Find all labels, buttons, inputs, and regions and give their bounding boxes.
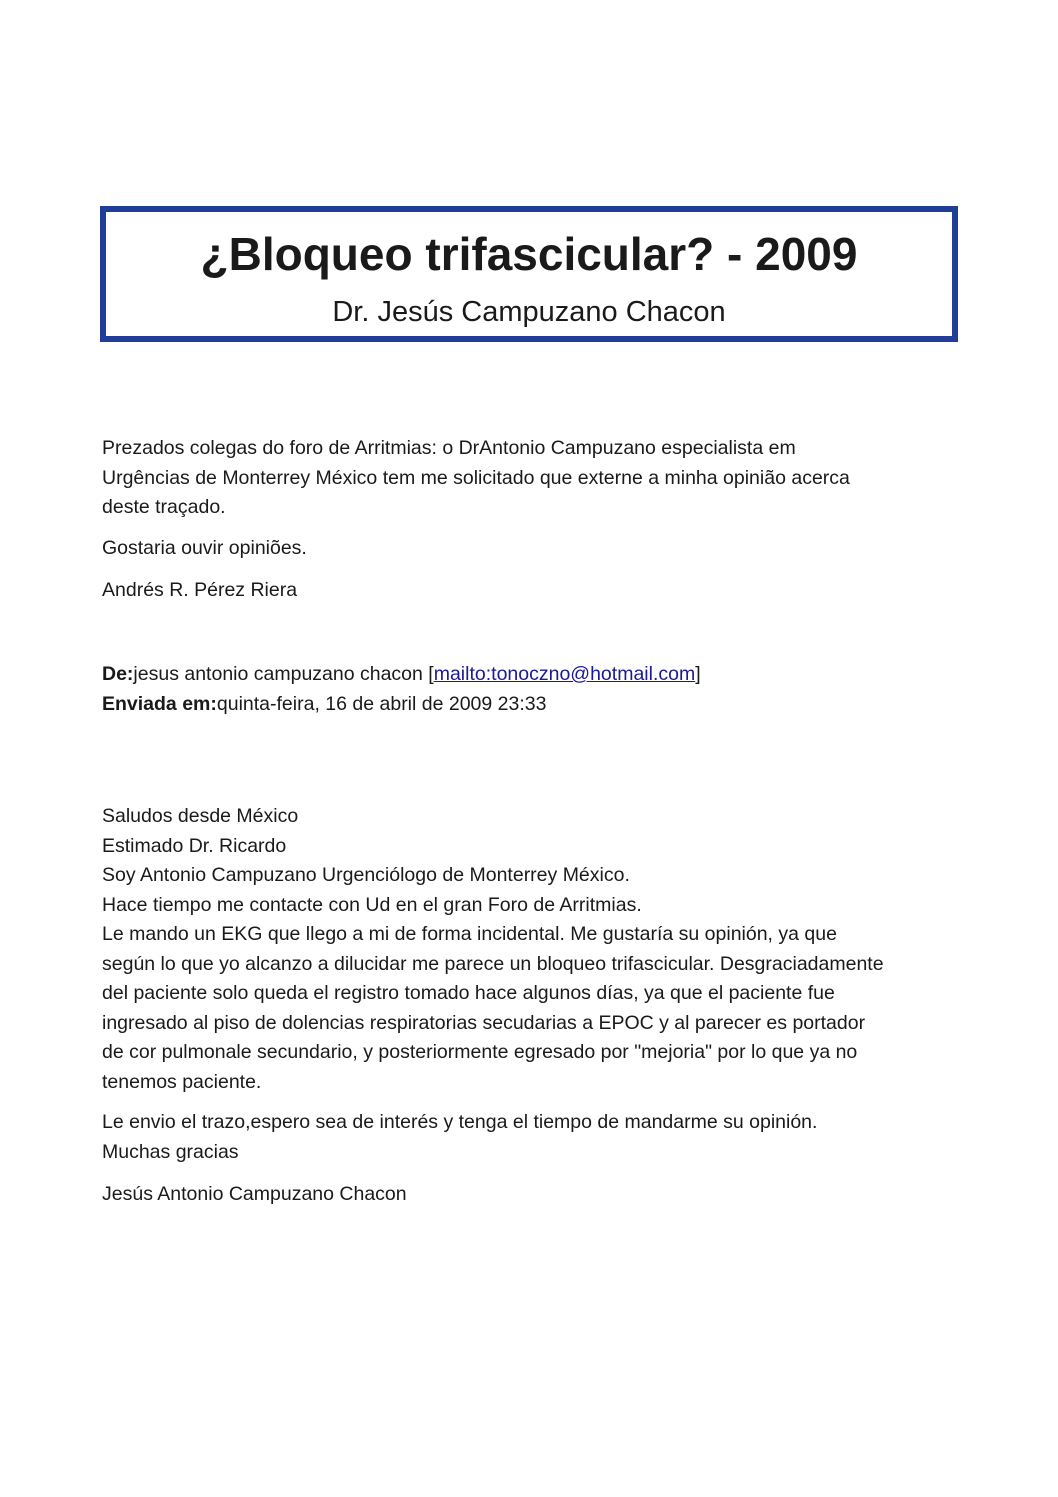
intro-signature [102,576,297,606]
letter-line: Soy Antonio Campuzano Urgenciólogo de Monterrey México. [102,864,630,886]
from-name: jesus antonio campuzano chacon [133,663,429,685]
letter-closing [102,1108,817,1167]
title-box [100,206,958,342]
letter-line: Saludos desde México [102,805,299,827]
sent-label: Enviada em: [102,692,217,715]
page-title: ¿Bloqueo trifascicular? - 2009 [200,228,858,280]
letter-line: Hace tiempo me contacte con Ud en el gran Foro de Arritmias. [102,893,642,916]
letter-line: del paciente solo queda el registro tomado hace algunos días, ya que el paciente fue [102,982,835,1004]
email-meta [102,660,701,719]
bracket-open: [ [428,663,434,685]
email-link[interactable]: mailto:tonoczno@hotmail.com [433,663,696,685]
sent-value: quinta-feira, 16 de abril de 2009 23:33 [216,692,547,715]
sent-line [102,690,701,720]
letter-signature [102,1180,407,1210]
closing-line: Le envio el trazo,espero sea de interés y tenga el tiempo de mandarme su opinión. [102,1111,818,1133]
letter-line: según lo que yo alcanzo a dilucidar me parece un bloqueo trifascicular. Desgraciadamente [102,952,884,975]
closing-line: Muchas gracias [102,1140,239,1163]
from-line [102,660,701,690]
letter-body [102,802,884,1097]
intro-line: Prezados colegas do foro de Arritmias: o DrAntonio Campuzano especialista em [102,437,796,459]
intro-paragraph [102,434,850,523]
bracket-close: ] [695,663,701,685]
letter-line: ingresado al piso de dolencias respiratorias secudarias a EPOC y al parecer es portador [102,1011,866,1034]
question-text: Gostaria ouvir opiniões. [102,537,307,559]
intro-line: deste traçado. [102,496,226,518]
letter-line: Estimado Dr. Ricardo [102,834,287,857]
signature-text: Jesús Antonio Campuzano Chacon [102,1183,407,1205]
intro-line: Urgências de Monterrey México tem me solicitado que externe a minha opinião acerca [102,466,850,489]
intro-question [102,534,307,564]
letter-line: de cor pulmonale secundario, y posteriormente egresado por "mejoria" por lo que ya no [102,1041,858,1063]
letter-line: Le mando un EKG que llego a mi de forma incidental. Me gustaría su opinión, ya que [102,923,837,945]
signature-text: Andrés R. Pérez Riera [102,579,298,601]
page-subtitle: Dr. Jesús Campuzano Chacon [332,296,726,328]
letter-line: tenemos paciente. [102,1070,262,1093]
from-label: De: [102,663,134,685]
